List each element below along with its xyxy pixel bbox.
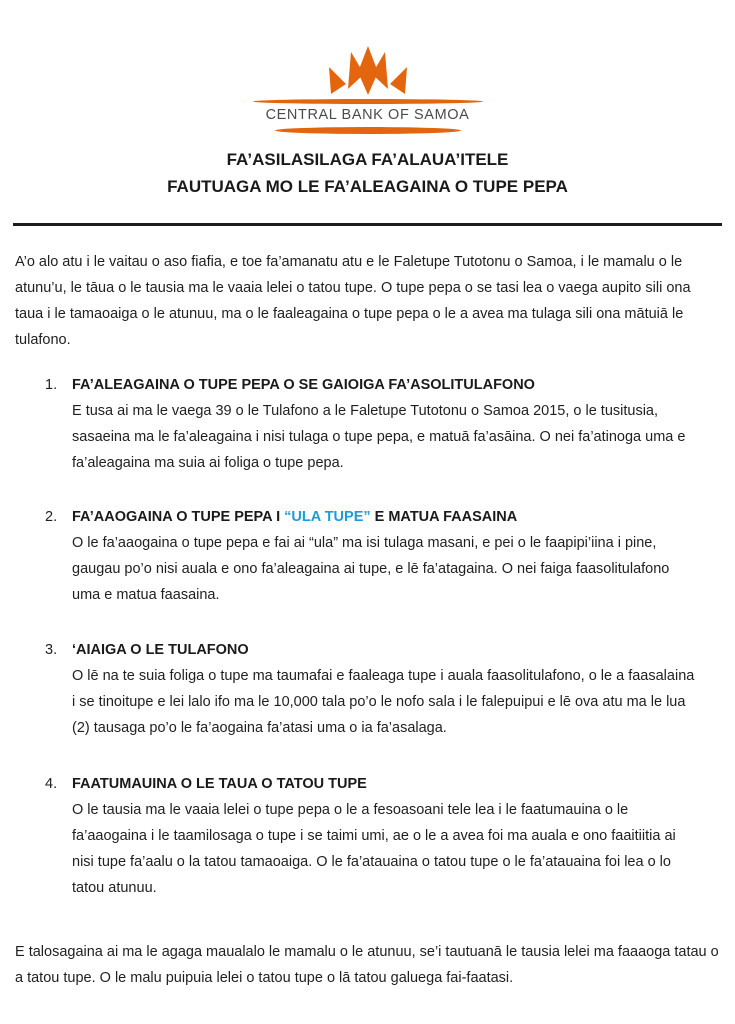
logo-caption: CENTRAL BANK OF SAMOA: [265, 107, 470, 123]
list-item-3-number: 3.: [45, 642, 58, 658]
logo-lower-swoosh: [275, 127, 461, 134]
list-item-4-heading: FAATUMAUINA O LE TAUA O TATOU TUPE: [72, 776, 367, 792]
list-item-2: [45, 504, 700, 608]
list-item-3-body: O lē na te suia foliga o tupe ma taumafai e faaleaga tupe i auala faasolitulafono, o le a faasalaina i se tinoitupe e lei lalo ifo ma le 10,000 tala po’o le nofo sala i le falepuipui e lē ova atu ma le lua (2) tausaga po’o le fa’aogaina fa’atasi uma o ia fa’asalaga.: [72, 668, 695, 736]
list-item-2-heading-prefix: FA’AAOGAINA O TUPE PEPA I: [72, 509, 285, 525]
list-item-2-body: O le fa’aaogaina o tupe pepa e fai ai “ula” ma isi tulaga masani, e pei o le faapipi’iina i pine, gaugau po’o nisi auala e ono fa’aleagaina ai tupe, e lē fa’atagaina. O nei faiga faasolitulafono uma e matua faasaina.: [72, 535, 670, 603]
title-divider: [13, 223, 722, 226]
list-item-2-heading: [72, 504, 700, 530]
list-item-1: [45, 372, 700, 476]
list-item-4-body: O le tausia ma le vaaia lelei o tupe pepa o le a fesoasoani tele lea i le faatumauina o le fa’aaogaina i le taamilosaga o tupe i se taimi umi, ae o le a avea foi ma auala e ono faaitiitia ai nisi tupe fa’aalu o la tatou tamaoaiga. O le fa’atauaina o tatou tupe o le fa’atauaina foi lea o lo tatou atunuu.: [72, 802, 676, 896]
list-item-3-heading: ‘AIAIGA O LE TULAFONO: [72, 642, 249, 658]
central-bank-logo: [0, 45, 735, 134]
list-item-2-heading-highlight: “ULA TUPE”: [284, 509, 371, 525]
fan-sunburst-icon: [312, 45, 424, 96]
intro-paragraph: A’o alo atu i le vaitau o aso fiafia, e toe fa’amanatu atu e le Faletupe Tutotonu o Samoa, i le mamalu o le atunu’u, le tāua o le tausia ma le vaaia lelei o tatou tupe. O tupe pepa o se tasi lea o vaega aupito sili ona taua i le tamaoaiga o le atunuu, ma o le faaleagaina o tupe pepa o le a avea ma tulaga sili ona mātuiā le tulafono.: [15, 253, 691, 348]
list-item-1-number: 1.: [45, 377, 58, 393]
page-title-line1: FA’ASILASILAGA FA’ALAUA’ITELE: [226, 150, 509, 169]
page-title: [0, 146, 735, 200]
closing-paragraph: E talosagaina ai ma le agaga maualalo le mamalu o le atunuu, se’i tautuanā le tausia lelei ma faaaoga tatau o a tatou tupe. O le malu puipuia lelei o tatou tupe o lā tatou galuega fai-faatasi.: [15, 943, 719, 986]
list-item-1-body: E tusa ai ma le vaega 39 o le Tulafono a le Faletupe Tutotonu o Samoa 2015, o le tusitusia, sasaeina ma le fa’aleagaina i nisi tulaga o tupe pepa, e matuā fa’asāina. O nei fa’atinoga uma e fa’aleagaina ma suia ai foliga o tupe pepa.: [72, 403, 686, 471]
logo-upper-swoosh: [253, 99, 483, 104]
list-item-2-heading-suffix: E MATUA FAASAINA: [370, 509, 518, 525]
list-item-4: [45, 771, 700, 901]
list-item-3: [45, 637, 700, 741]
list-item-4-number: 4.: [45, 776, 58, 792]
list-item-2-number: 2.: [45, 509, 58, 525]
list-item-1-heading: FA’ALEAGAINA O TUPE PEPA O SE GAIOIGA FA’ASOLITULAFONO: [72, 377, 535, 393]
page-title-line2: FAUTUAGA MO LE FA’ALEAGAINA O TUPE PEPA: [167, 177, 568, 196]
